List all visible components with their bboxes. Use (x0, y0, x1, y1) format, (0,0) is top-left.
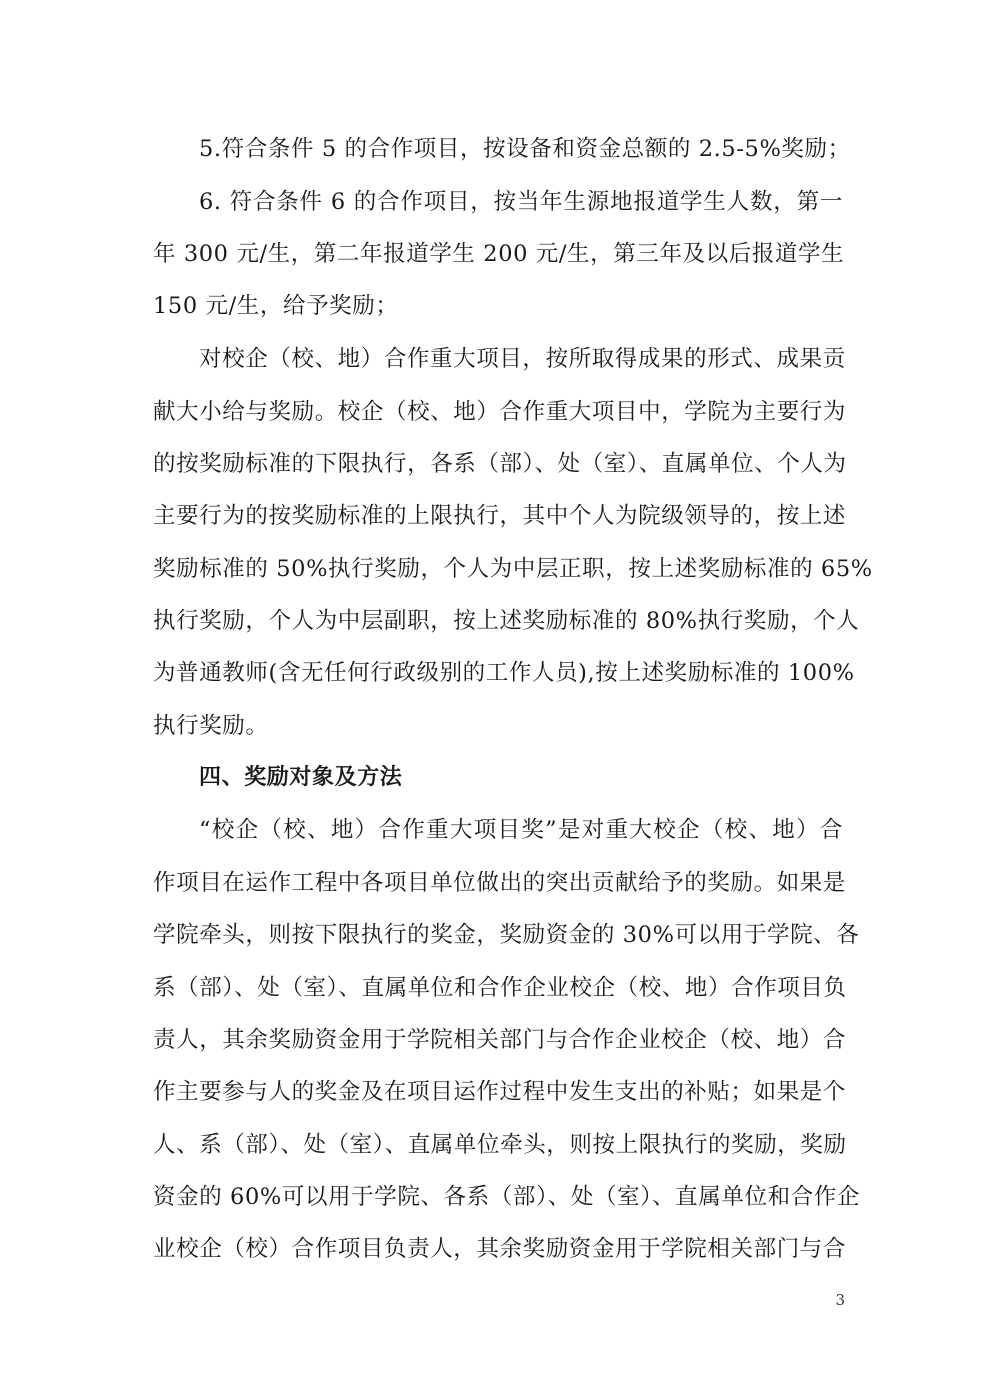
paragraph-item-6-line-3: 150 元/生，给予奖励； (153, 293, 399, 319)
paragraph-award-line-5: 责人，其余奖励资金用于学院相关部门与合作企业校企（校、地）合 (153, 1027, 847, 1053)
paragraph-item-5-line-1: 5.符合条件 5 的合作项目，按设备和资金总额的 2.5-5%奖励； (199, 136, 851, 162)
paragraph-award-line-8: 资金的 60%可以用于学院、各系（部）、处（室）、直属单位和合作企 (153, 1184, 860, 1210)
paragraph-major-projects-line-3: 的按奖励标准的下限执行，各系（部）、处（室）、直属单位、个人为 (153, 451, 847, 477)
paragraph-item-6-line-2: 年 300 元/生，第二年报道学生 200 元/生，第三年及以后报道学生 (153, 241, 845, 267)
paragraph-major-projects-line-8: 执行奖励。 (153, 713, 269, 739)
paragraph-award-line-9: 业校企（校）合作项目负责人，其余奖励资金用于学院相关部门与合 (153, 1236, 847, 1262)
paragraph-major-projects-line-7: 为普通教师(含无任何行政级别的工作人员),按上述奖励标准的 100% (153, 660, 855, 686)
paragraph-major-projects-line-2: 献大小给与奖励。校企（校、地）合作重大项目中，学院为主要行为 (153, 399, 847, 425)
page-number: 3 (835, 1291, 845, 1309)
paragraph-major-projects-line-4: 主要行为的按奖励标准的上限执行，其中个人为院级领导的，按上述 (153, 503, 847, 529)
paragraph-award-line-3: 学院牵头，则按下限执行的奖金，奖励资金的 30%可以用于学院、各 (153, 922, 860, 948)
paragraph-award-line-4: 系（部）、处（室）、直属单位和合作企业校企（校、地）合作项目负 (153, 975, 847, 1001)
paragraph-award-line-7: 人、系（部）、处（室）、直属单位牵头，则按上限执行的奖励，奖励 (153, 1132, 847, 1158)
paragraph-item-6-line-1: 6. 符合条件 6 的合作项目，按当年生源地报道学生人数，第一 (199, 189, 843, 215)
section-heading: 四、奖励对象及方法 (199, 765, 403, 790)
paragraph-award-line-6: 作主要参与人的奖金及在项目运作过程中发生支出的补贴；如果是个 (153, 1079, 847, 1105)
paragraph-major-projects-line-5: 奖励标准的 50%执行奖励，个人为中层正职，按上述奖励标准的 65% (153, 556, 873, 582)
paragraph-award-line-2: 作项目在运作工程中各项目单位做出的突出贡献给予的奖励。如果是 (153, 870, 847, 896)
paragraph-award-line-1: “校企（校、地）合作重大项目奖”是对重大校企（校、地）合 (199, 817, 843, 843)
paragraph-major-projects-line-6: 执行奖励，个人为中层副职，按上述奖励标准的 80%执行奖励，个人 (153, 608, 860, 634)
paragraph-major-projects-line-1: 对校企（校、地）合作重大项目，按所取得成果的形式、成果贡 (199, 346, 846, 372)
